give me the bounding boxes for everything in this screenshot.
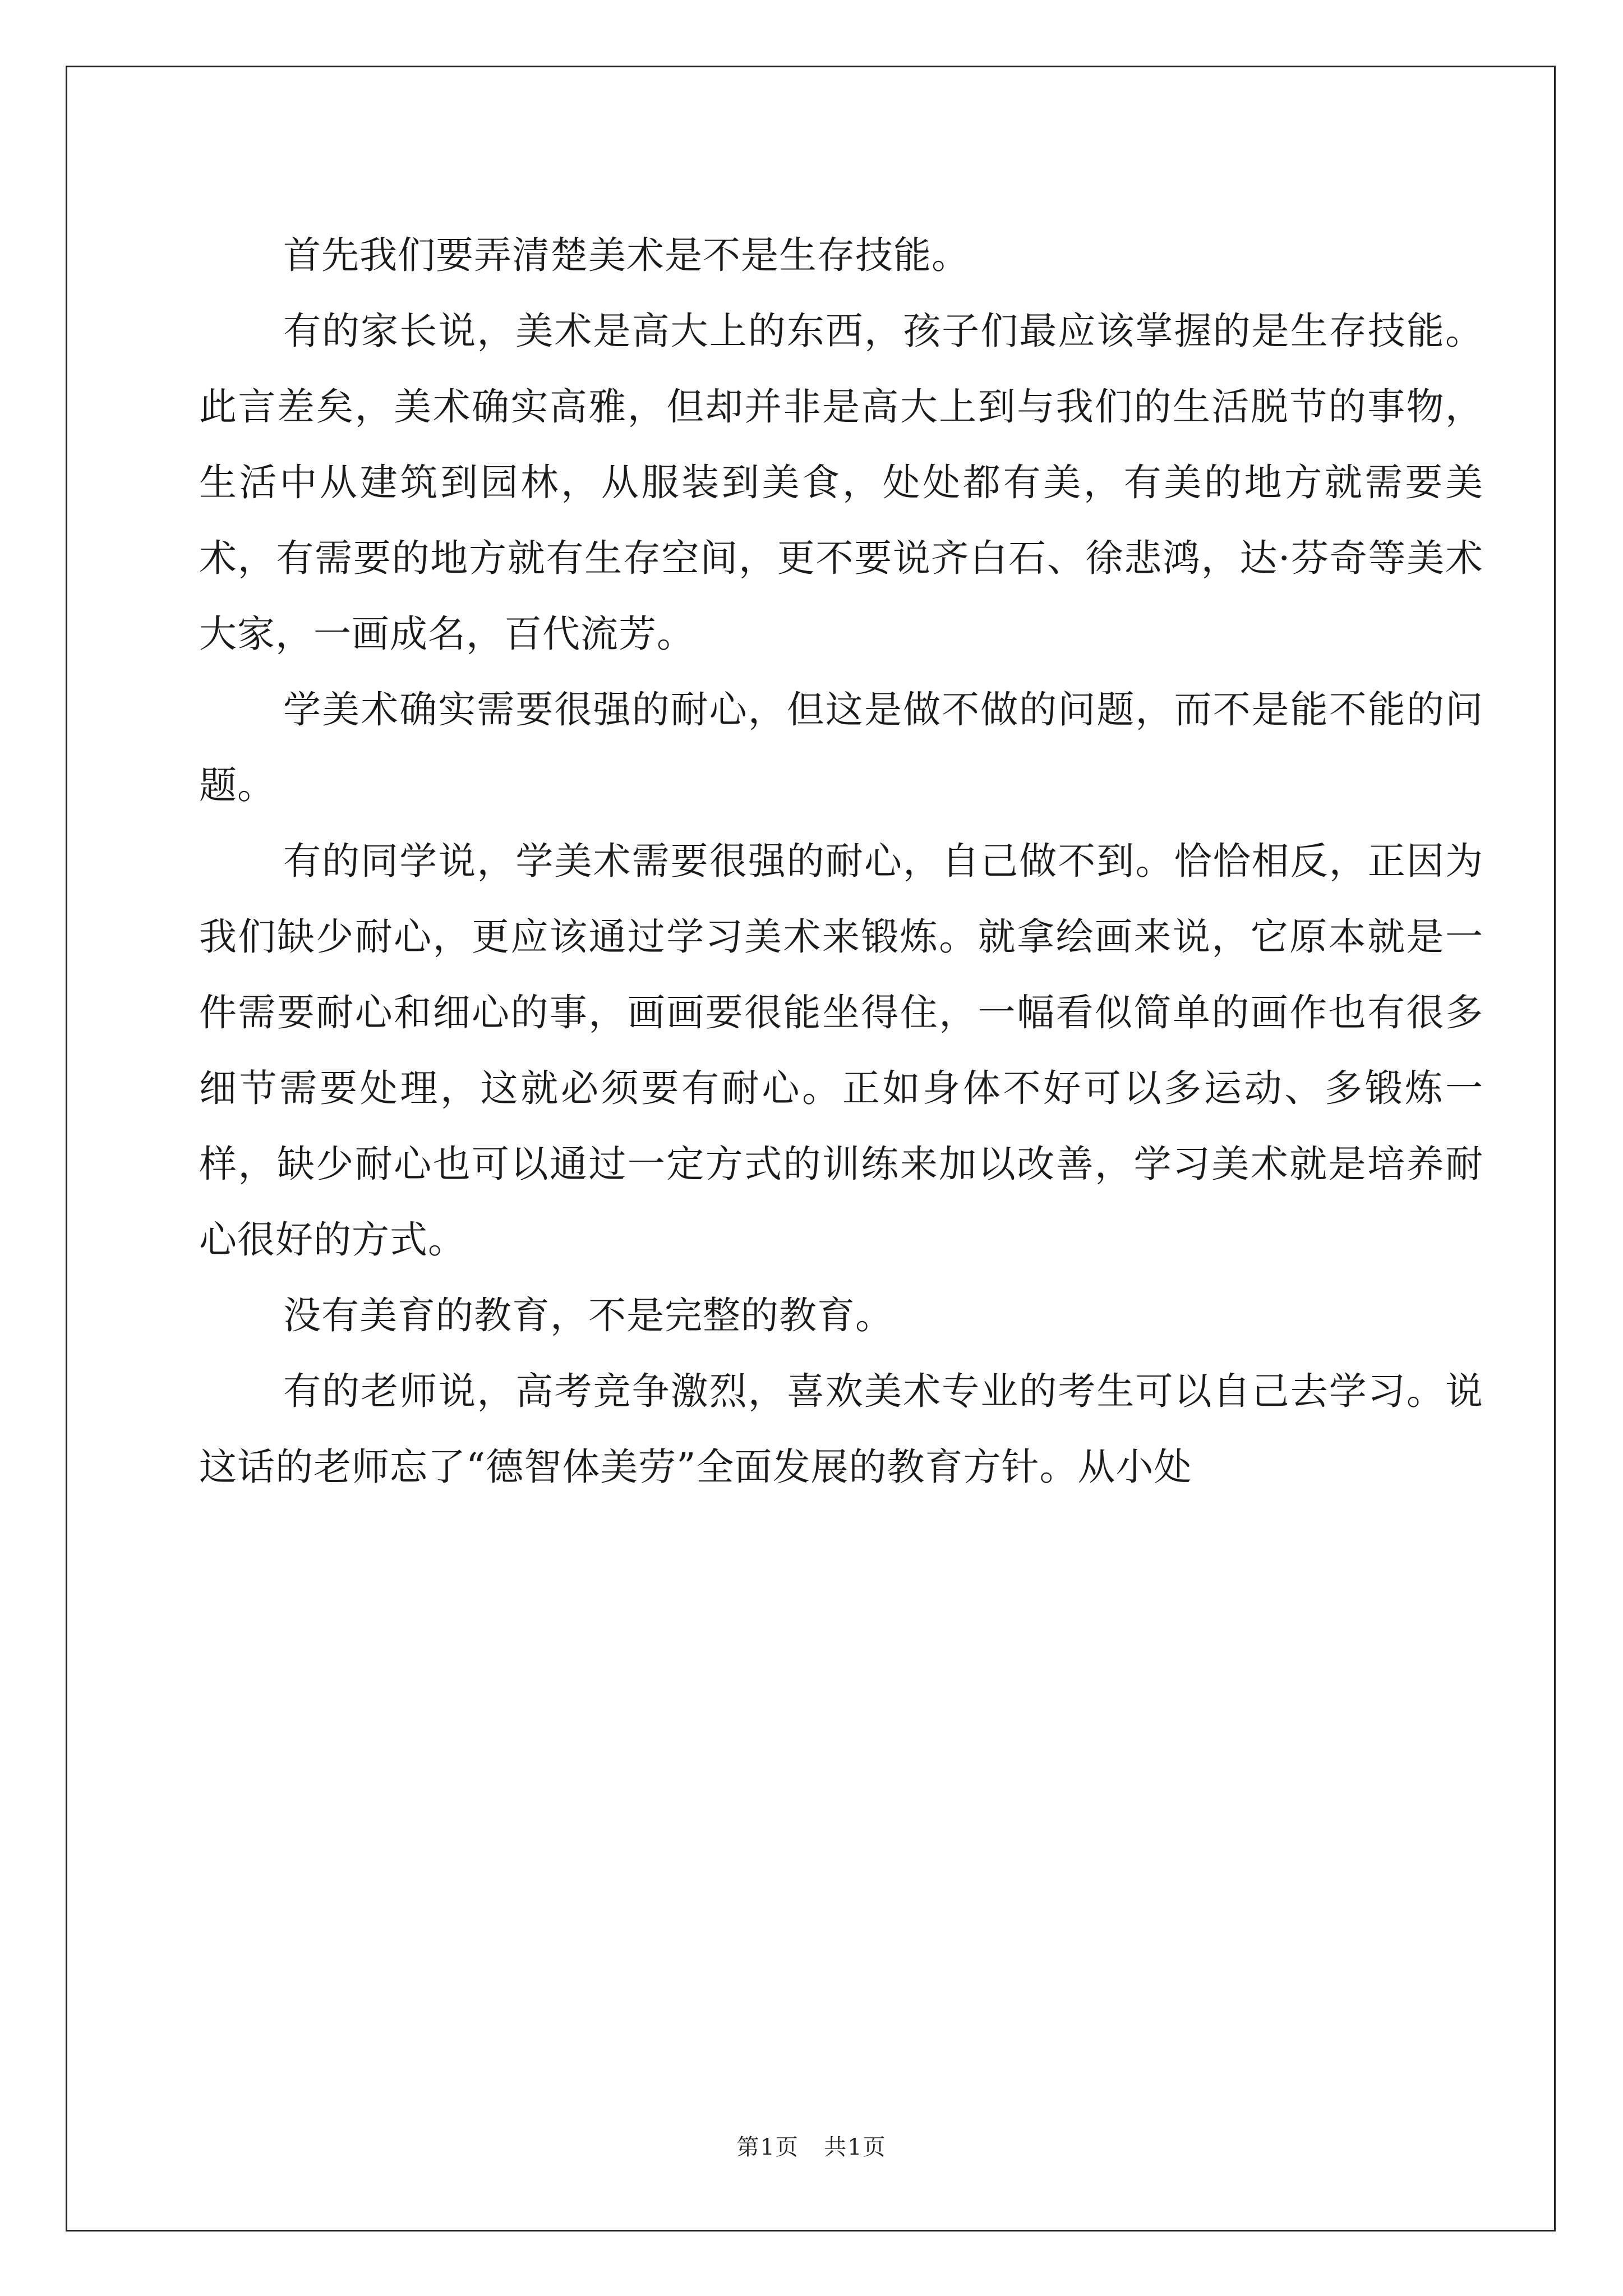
paragraph-4: 有的同学说，学美术需要很强的耐心，自己做不到。恰恰相反，正因为我们缺少耐心，更应该通过学习美术来锻炼。就拿绘画来说，它原本就是一件需要耐心和细心的事，画画要很能坐得住，一幅看似简单的画作也有很多细节需要处理，这就必须要有耐心。正如身体不好可以多运动、多锻炼一样，缺少耐心也可以通过一定方式的训练来加以改善，学习美术就是培养耐心很好的方式。 [199,839,1483,1262]
paragraph-5: 没有美育的教育，不是完整的教育。 [283,1294,893,1337]
page-footer [0,2129,1623,2161]
page-number: 第1页 [736,2134,799,2160]
footer-spacer [799,2134,824,2160]
paragraph-6: 有的老师说，高考竞争激烈，喜欢美术专业的考生可以自己去学习。说这话的老师忘了“德智体美劳”全面发展的教育方针。从小处 [199,1369,1483,1489]
paragraph-2: 有的家长说，美术是高大上的东西，孩子们最应该掌握的是生存技能。此言差矣，美术确实高雅，但却并非是高大上到与我们的生活脱节的事物，生活中从建筑到园林，从服装到美食，处处都有美，有美的地方就需要美术，有需要的地方就有生存空间，更不要说齐白石、徐悲鸿，达·芬奇等美术大家，一画成名，百代流芳。 [199,309,1483,656]
page-total: 共1页 [824,2134,887,2160]
document-body [199,218,1483,1505]
paragraph-3: 学美术确实需要很强的耐心，但这是做不做的问题，而不是能不能的问题。 [199,688,1483,807]
paragraph-1: 首先我们要弄清楚美术是不是生存技能。 [283,233,970,277]
